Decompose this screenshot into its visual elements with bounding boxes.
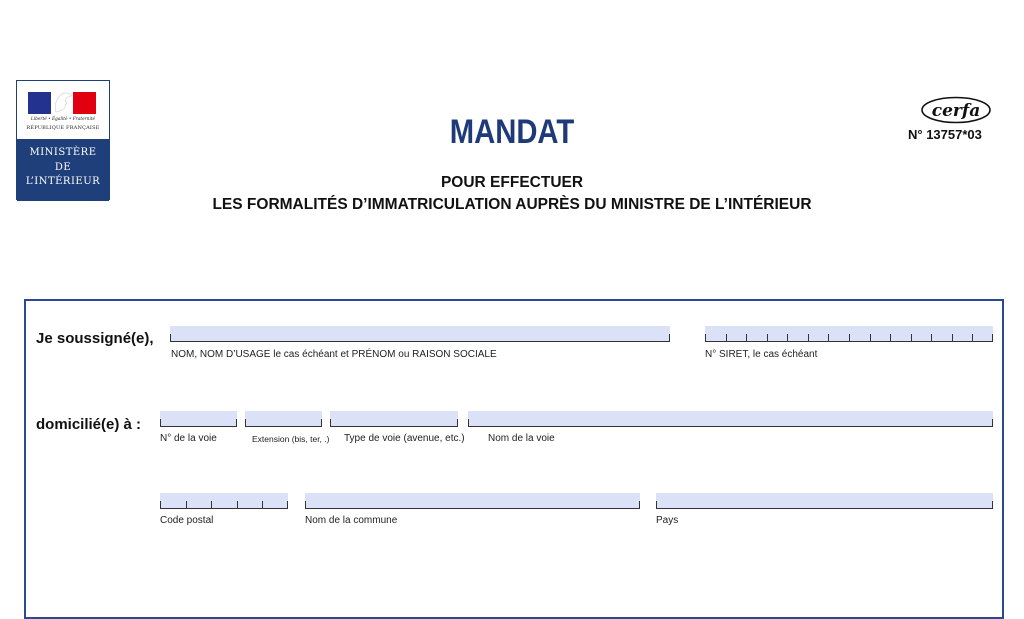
ministry-line-2: DE [54, 161, 72, 173]
republic-text: RÉPUBLIQUE FRANÇAISE [26, 125, 100, 131]
char-box-divider [931, 334, 932, 341]
char-box-divider [849, 334, 850, 341]
char-box-divider [767, 334, 768, 341]
char-box-divider [828, 334, 829, 341]
char-box-divider [890, 334, 891, 341]
name-caption: NOM, NOM D’USAGE le cas échéant et PRÉNOM ou RAISON SOCIALE [171, 349, 497, 360]
subtitle-line-2: LES FORMALITÉS D’IMMATRICULATION AUPRÈS DU MINISTRE DE L’INTÉRIEUR [212, 196, 812, 213]
domicile-label: domicilié(e) à : [36, 416, 142, 433]
siret-field[interactable] [705, 326, 993, 342]
street-name-field[interactable] [468, 411, 993, 427]
char-box-divider [787, 334, 788, 341]
siret-caption: N° SIRET, le cas échéant [705, 349, 818, 360]
street-number-caption: N° de la voie [160, 433, 217, 444]
char-box-divider [262, 501, 263, 508]
char-box-divider [746, 334, 747, 341]
street-number-field[interactable] [160, 411, 237, 427]
extension-caption: Extension (bis, ter, .) [252, 434, 330, 444]
char-box-divider [870, 334, 871, 341]
char-box-divider [237, 501, 238, 508]
marianne-profile-icon [50, 90, 76, 114]
street-name-caption: Nom de la voie [488, 433, 555, 444]
page-title: MANDAT [449, 113, 575, 151]
undersigned-label: Je soussigné(e), [36, 330, 154, 347]
cerfa-logo [921, 96, 991, 124]
ministry-line-1: MINISTÈRE [29, 147, 97, 158]
motto-text: Liberté • Égalité • Fraternité [30, 117, 96, 122]
postal-code-field[interactable] [160, 493, 288, 509]
cerfa-number: N° 13757*03 [908, 127, 982, 142]
char-box-divider [972, 334, 973, 341]
city-field[interactable] [305, 493, 640, 509]
char-box-divider [808, 334, 809, 341]
char-box-divider [952, 334, 953, 341]
city-caption: Nom de la commune [305, 515, 398, 526]
street-type-caption: Type de voie (avenue, etc.) [344, 433, 465, 444]
subtitle-line-1: POUR EFFECTUER [440, 174, 584, 191]
ministry-line-3: L’INTÉRIEUR [25, 176, 101, 187]
street-type-field[interactable] [330, 411, 458, 427]
form-section [24, 299, 1004, 619]
country-caption: Pays [656, 515, 679, 526]
char-box-divider [726, 334, 727, 341]
extension-field[interactable] [245, 411, 322, 427]
country-field[interactable] [656, 493, 993, 509]
char-box-divider [911, 334, 912, 341]
char-box-divider [211, 501, 212, 508]
name-field[interactable] [170, 326, 670, 342]
cerfa-logo-text: cerfa [931, 101, 981, 121]
char-box-divider [186, 501, 187, 508]
postal-code-caption: Code postal [160, 515, 214, 526]
